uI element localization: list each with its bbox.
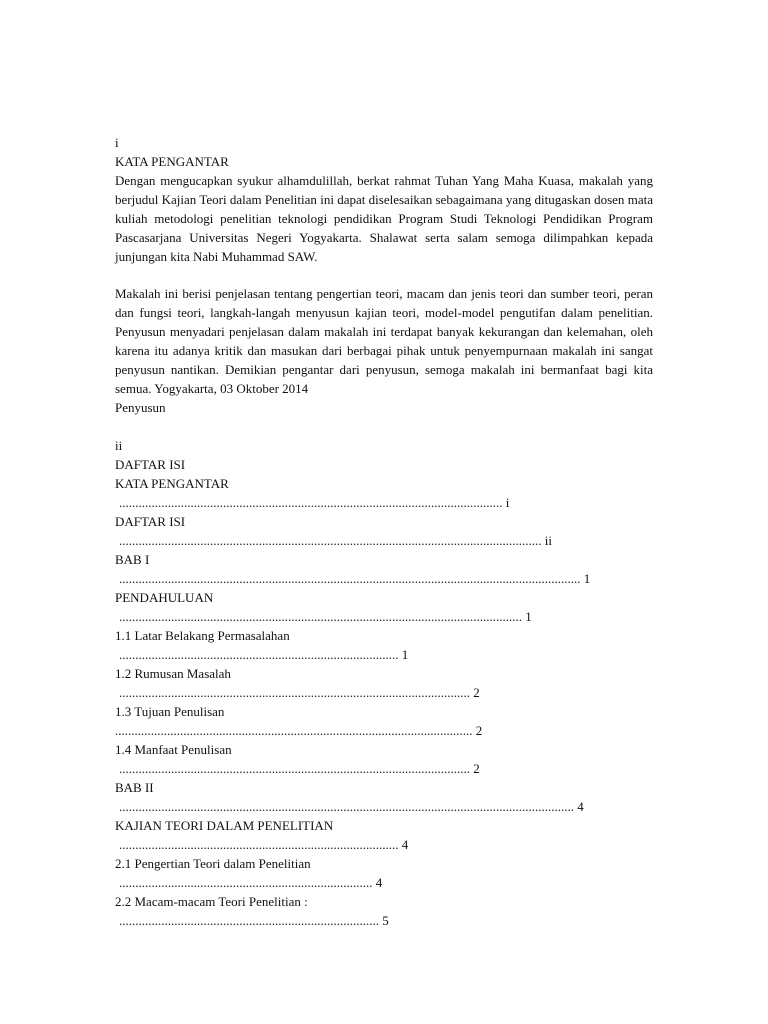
- toc-dots: ......................................................................................................................: [119, 495, 503, 510]
- toc-dots: ..............................................................................: [119, 875, 373, 890]
- toc-entry-page: 4: [375, 875, 383, 890]
- foreword-paragraph-2: Makalah ini berisi penjelasan tentang pengertian teori, macam dan jenis teori dan sumber teori, peran dan fungsi teori, langkah-langah menyusun kajian teori, model-model pengutifan dalam penelitian. Penyusun menyadari penjelasan dalam makalah ini terdapat banyak kekurangan dan kelemahan, oleh karena itu adanya kritik dan masukan dari berbagai pihak untuk penyempurnaan makalah ini sangat penyusun nantikan. Demikian pengantar dari penyusun, semoga makalah ini bermanfaat bagi kita semua. Yogyakarta, 03 Oktober 2014: [115, 286, 653, 396]
- toc-entry[interactable]: [115, 740, 653, 778]
- toc-entry[interactable]: [115, 778, 653, 816]
- toc-dots: ......................................................................................: [119, 647, 399, 662]
- toc-leader: [115, 759, 480, 778]
- toc-entry[interactable]: [115, 892, 653, 930]
- foreword-paragraph-1: Dengan mengucapkan syukur alhamdulillah, berkat rahmat Tuhan Yang Maha Kuasa, makalah yang berjudul Kajian Teori dalam Penelitian ini dapat diselesaikan sebagaimana yang ditugaskan dosen mata kuliah metodologi penelitian teknologi pendidikan Program Studi Teknologi Pendidikan Program Pascasarjana Universitas Negeri Yogyakarta. Shalawat serta salam semoga dilimpahkan kepada junjungan kita Nabi Muhammad SAW.: [115, 173, 653, 264]
- toc-entry-page: 1: [525, 609, 532, 624]
- toc-leader: [115, 569, 591, 588]
- toc-entry-label: 2.1 Pengertian Teori dalam Penelitian: [115, 856, 311, 871]
- toc-entry[interactable]: [115, 588, 653, 626]
- page-number-roman-i: i: [115, 135, 119, 150]
- toc-entry-label: PENDAHULUAN: [115, 590, 214, 605]
- toc-entry-page: 1: [401, 647, 409, 662]
- toc-entry[interactable]: [115, 816, 653, 854]
- toc-entry-page: 1: [583, 571, 591, 586]
- toc-entry-page: ii: [544, 533, 552, 548]
- toc-leader: [115, 873, 383, 892]
- toc-dots: ................................................................................: [119, 913, 379, 928]
- foreword-signature: Penyusun: [115, 400, 166, 415]
- toc-dots: ..................................................................................................................................: [119, 533, 542, 548]
- toc-leader: [115, 911, 389, 930]
- toc-entry[interactable]: [115, 854, 653, 892]
- toc-dots: ..............................................................................................................: [115, 723, 473, 738]
- toc-dots: ............................................................................................................................................: [119, 799, 574, 814]
- toc-entry-label: 1.3 Tujuan Penulisan: [115, 704, 225, 719]
- section-title-kata-pengantar: KATA PENGANTAR: [115, 154, 229, 169]
- toc-entry[interactable]: [115, 550, 653, 588]
- toc-entry-label: 1.4 Manfaat Penulisan: [115, 742, 232, 757]
- toc-entry[interactable]: [115, 702, 653, 740]
- toc-entry-page: 2: [473, 685, 480, 700]
- toc-entry-label: KAJIAN TEORI DALAM PENELITIAN: [115, 818, 334, 833]
- toc-entry-label: 1.2 Rumusan Masalah: [115, 666, 231, 681]
- toc-leader: [115, 645, 409, 664]
- toc-entry-label: DAFTAR ISI: [115, 514, 186, 529]
- toc-dots: ............................................................................................................: [119, 761, 470, 776]
- toc-leader: [115, 531, 552, 550]
- section-title-daftar-isi: DAFTAR ISI: [115, 457, 186, 472]
- toc-leader: [115, 493, 510, 512]
- toc-entry-page: 5: [382, 913, 389, 928]
- toc-entry[interactable]: [115, 626, 653, 664]
- toc-leader: [115, 835, 409, 854]
- toc-entry-label: KATA PENGANTAR: [115, 476, 229, 491]
- page-number-roman-ii: ii: [115, 438, 123, 453]
- toc-entry[interactable]: [115, 512, 653, 550]
- toc-entry-page: 2: [473, 761, 480, 776]
- toc-entry-page: 4: [577, 799, 584, 814]
- toc-leader: [115, 721, 483, 740]
- toc-dots: ............................................................................................................................: [119, 609, 522, 624]
- toc-entry[interactable]: [115, 664, 653, 702]
- toc-entry-label: 1.1 Latar Belakang Permasalahan: [115, 628, 290, 643]
- document-content: [115, 133, 653, 930]
- toc-entry-page: 2: [475, 723, 483, 738]
- toc-entry[interactable]: [115, 474, 653, 512]
- toc-entry-label: BAB II: [115, 780, 154, 795]
- toc-entry-page: i: [505, 495, 510, 510]
- toc-leader: [115, 683, 480, 702]
- toc-leader: [115, 607, 532, 626]
- toc-leader: [115, 797, 584, 816]
- toc-entry-page: 4: [401, 837, 409, 852]
- toc-entry-label: BAB I: [115, 552, 150, 567]
- table-of-contents: [115, 474, 653, 930]
- toc-entry-label: 2.2 Macam-macam Teori Penelitian :: [115, 894, 308, 909]
- toc-dots: ..............................................................................................................................................: [119, 571, 581, 586]
- toc-dots: ............................................................................................................: [119, 685, 470, 700]
- toc-dots: ......................................................................................: [119, 837, 399, 852]
